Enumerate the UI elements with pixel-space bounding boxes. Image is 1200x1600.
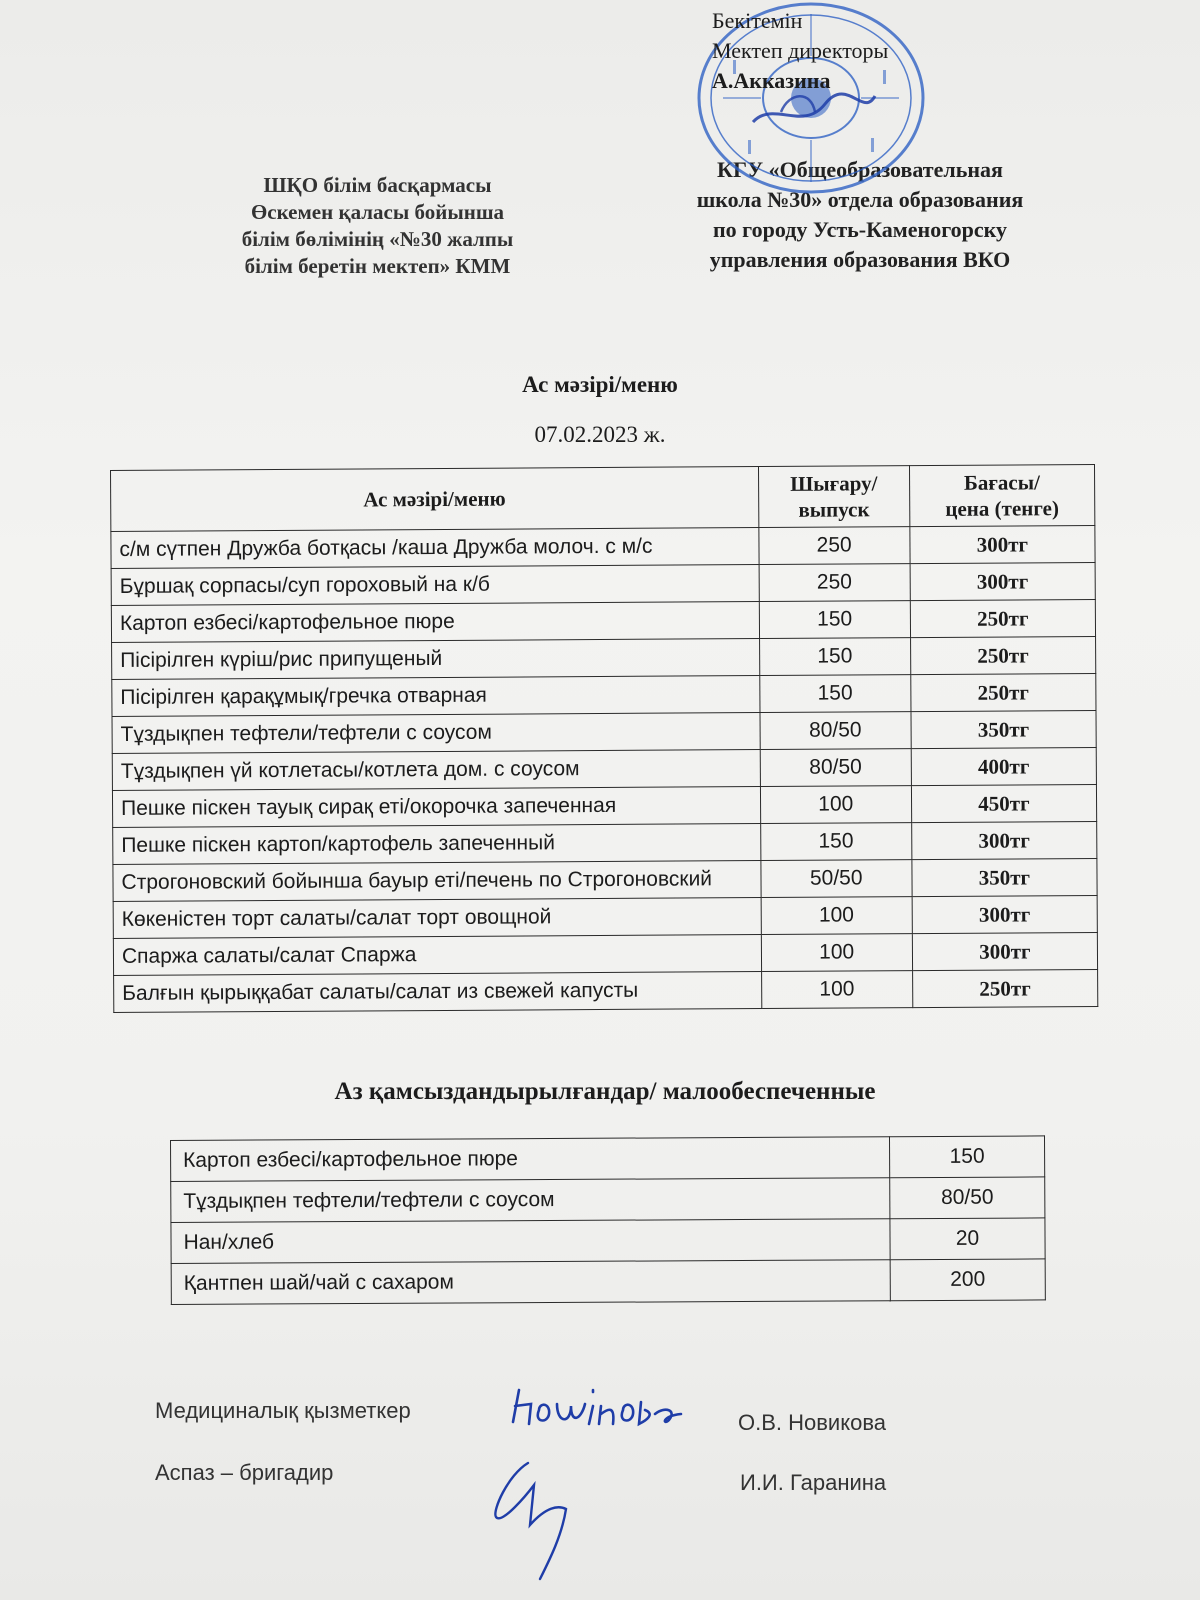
cook-handwritten-signature-icon (488, 1455, 598, 1585)
menu-output-cell: 80/50 (760, 749, 911, 787)
cook-name: И.И. Гаранина (740, 1470, 887, 1495)
menu-dish-cell: Картоп езбесі/картофельное пюре (111, 602, 759, 643)
low-income-qty-cell: 150 (889, 1136, 1044, 1178)
menu-row (112, 636, 1096, 679)
menu-row (113, 895, 1097, 938)
menu-price-cell: 450тг (911, 784, 1096, 822)
approval-block (712, 6, 972, 96)
low-income-qty-cell: 20 (890, 1218, 1045, 1260)
column-header-dish: Ас мәзірі/меню (111, 467, 759, 532)
low-income-row (171, 1136, 1045, 1182)
menu-dish-cell: Тұздықпен тефтели/тефтели с соусом (112, 713, 760, 754)
menu-dish-cell: Бұршақ сорпасы/суп гороховый на к/б (111, 565, 759, 606)
menu-dish-cell: Пешке піскен тауық сирақ еті/окорочка запеченная (112, 787, 760, 828)
menu-output-cell: 100 (761, 971, 912, 1009)
medic-handwritten-signature-icon (505, 1380, 685, 1440)
menu-output-cell: 150 (759, 675, 910, 713)
menu-row (112, 673, 1096, 716)
header-kazakh (195, 172, 560, 280)
menu-row (113, 858, 1097, 901)
menu-price-cell: 250тг (910, 599, 1095, 637)
low-income-row (171, 1218, 1045, 1264)
header-right-line: школа №30» отдела образования (696, 187, 1024, 212)
low-income-dish-cell: Қантпен шай/чай с сахаром (171, 1260, 890, 1305)
menu-output-cell: 80/50 (760, 712, 911, 750)
column-header-output-line: выпуск (798, 497, 870, 522)
menu-dish-cell: Строгоновский бойынша бауыр еті/печень по Строгоновский (113, 861, 761, 902)
menu-output-cell: 100 (761, 897, 912, 935)
menu-dish-cell: Пешке піскен картоп/картофель запеченный (113, 824, 761, 865)
menu-row (112, 747, 1096, 790)
menu-output-cell: 100 (761, 934, 912, 972)
menu-row (113, 932, 1097, 975)
menu-dish-cell: Көкеністен торт салаты/салат торт овощной (113, 898, 761, 939)
menu-price-cell: 350тг (912, 858, 1097, 896)
header-left-line: білім бөлімінің «№30 жалпы (241, 227, 514, 251)
menu-output-cell: 150 (759, 601, 910, 639)
low-income-dish-cell: Картоп езбесі/картофельное пюре (171, 1137, 890, 1182)
column-header-price (909, 464, 1095, 526)
menu-dish-cell: с/м сүтпен Дружба ботқасы /каша Дружба молоч. с м/с (111, 528, 759, 569)
header-right-line: по городу Усть-Каменогорску (712, 217, 1008, 242)
approval-line-2: Мектеп директоры (712, 38, 889, 63)
menu-row (114, 969, 1098, 1012)
menu-price-cell: 250тг (911, 673, 1096, 711)
header-right-line: управления образования ВКО (709, 247, 1011, 272)
page-title: Ас мәзірі/меню (522, 372, 678, 397)
column-header-output-line: Шығару/ (790, 471, 878, 496)
menu-dish-cell: Тұздықпен үй котлетасы/котлета дом. с соусом (112, 750, 760, 791)
menu-dish-cell: Пісірілген қарақұмық/гречка отварная (112, 676, 760, 717)
menu-price-cell: 300тг (911, 821, 1096, 859)
column-header-price-line: цена (тенге) (945, 496, 1059, 521)
header-left-line: ШҚО білім басқармасы (263, 173, 492, 197)
director-name: А.Акказина (712, 68, 831, 93)
menu-price-cell: 400тг (911, 747, 1096, 785)
menu-price-cell: 300тг (910, 562, 1095, 600)
low-income-qty-cell: 200 (890, 1259, 1045, 1301)
medic-role: Медициналық қызметкер (155, 1398, 411, 1423)
menu-dish-cell: Спаржа салаты/салат Спаржа (113, 935, 761, 976)
low-income-dish-cell: Тұздықпен тефтели/тефтели с соусом (171, 1178, 890, 1223)
menu-output-cell: 250 (759, 564, 910, 602)
column-header-price-line: Бағасы/ (963, 470, 1041, 495)
low-income-row (171, 1259, 1045, 1305)
header-left-line: білім беретін мектеп» КММ (244, 254, 511, 278)
menu-table (110, 464, 1098, 1013)
menu-row (111, 525, 1095, 568)
header-right-line: КГУ «Общеобразовательная (717, 157, 1003, 182)
header-left-line: Өскемен қаласы бойынша (250, 200, 505, 224)
low-income-row (171, 1177, 1045, 1223)
medic-name: О.В. Новикова (738, 1410, 887, 1435)
menu-row (111, 562, 1095, 605)
menu-output-cell: 150 (760, 823, 911, 861)
section-title-low-income: Аз қамсыздандырылғандар/ малообеспеченные (334, 1078, 876, 1105)
menu-price-cell: 300тг (912, 895, 1097, 933)
cook-role: Аспаз – бригадир (155, 1460, 334, 1485)
menu-price-cell: 250тг (912, 969, 1097, 1007)
menu-price-cell: 300тг (910, 525, 1095, 563)
column-header-output (758, 466, 909, 528)
menu-row (111, 599, 1095, 642)
menu-price-cell: 300тг (912, 932, 1097, 970)
approval-line-1: Бекітемін (712, 8, 803, 33)
low-income-dish-cell: Нан/хлеб (171, 1219, 890, 1264)
menu-output-cell: 150 (759, 638, 910, 676)
menu-row (112, 710, 1096, 753)
low-income-qty-cell: 80/50 (890, 1177, 1045, 1219)
menu-row (113, 821, 1097, 864)
menu-date: 07.02.2023 ж. (534, 422, 666, 447)
menu-table-header (111, 464, 1095, 531)
menu-dish-cell: Пісірілген күріш/рис припущеный (112, 639, 760, 680)
menu-row (112, 784, 1096, 827)
menu-price-cell: 250тг (910, 636, 1095, 674)
menu-dish-cell: Балғын қырыққабат салаты/салат из свежей капусты (114, 972, 762, 1013)
menu-price-cell: 350тг (911, 710, 1096, 748)
menu-output-cell: 250 (759, 527, 910, 565)
low-income-table (170, 1135, 1046, 1305)
menu-output-cell: 50/50 (761, 860, 912, 898)
menu-output-cell: 100 (760, 786, 911, 824)
